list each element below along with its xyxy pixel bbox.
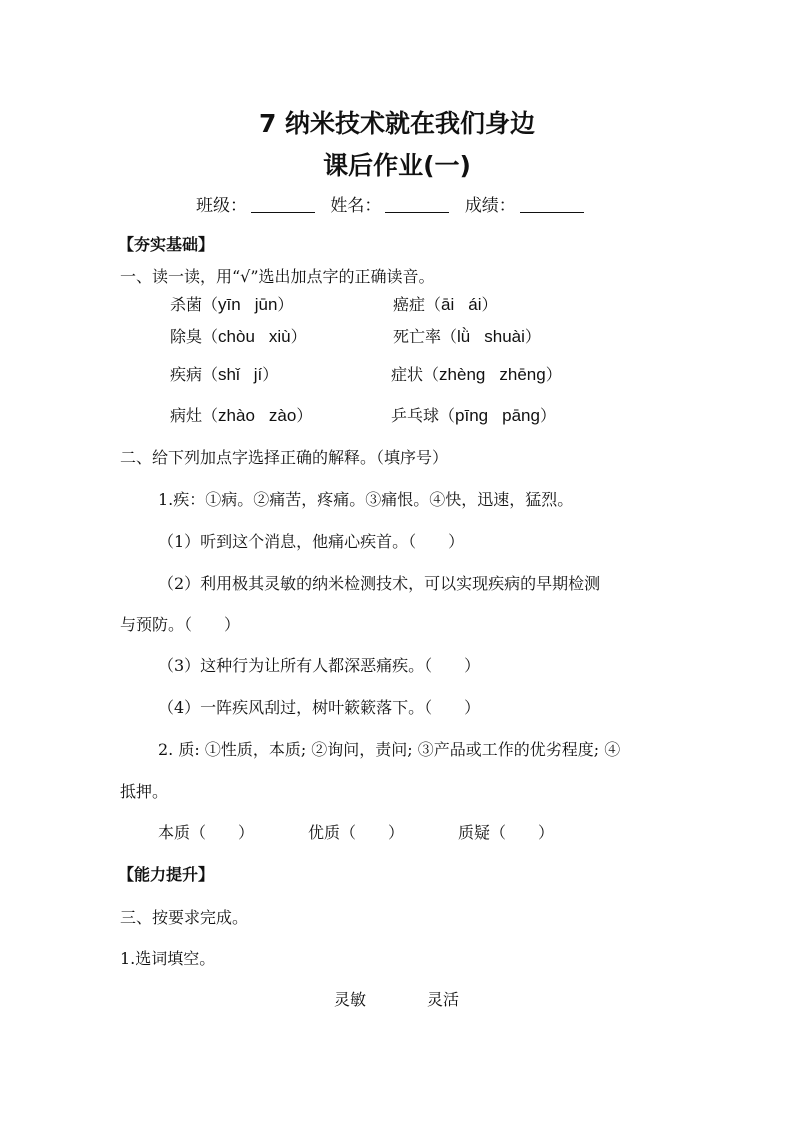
pinyin-option[interactable]: zhèng [439, 365, 486, 384]
section-heading-ability: 【能力提升】 [118, 865, 215, 884]
item-word-group: 除臭（chòu xiù） [170, 327, 307, 346]
sentence-4[interactable]: （4）一阵疾风刮过，树叶簌簌落下。（ ） [158, 698, 481, 717]
item-word-group: 癌症（āi ái） [393, 295, 498, 314]
pinyin-option[interactable]: zhào [218, 406, 255, 425]
sentence-3[interactable]: （3）这种行为让所有人都深恶痛疾。（ ） [158, 656, 481, 675]
pinyin-option[interactable]: ái [468, 295, 482, 314]
item-word: 疾病 [170, 365, 203, 384]
sentence-2-line1: （2）利用极其灵敏的纳米检测技术，可以实现疾病的早期检测 [158, 574, 601, 593]
pinyin-option[interactable]: lǜ [457, 327, 471, 346]
pinyin-option[interactable]: āi [441, 295, 455, 314]
item-word: 乒乓球 [391, 406, 440, 425]
question-3-title: 三、按要求完成。 [120, 908, 249, 927]
item-word-group: 病灶（zhào zào） [170, 406, 313, 425]
section-heading-basics: 【夯实基础】 [118, 235, 215, 254]
definition-zhi-line1: 2. 质: ①性质，本质; ②询问，责问; ③产品或工作的优劣程度; ④ [158, 740, 621, 759]
question-1-title: 一、读一读，用“√”选出加点字的正确读音。 [120, 267, 435, 286]
item-word-group: 疾病（shǐ jí） [170, 365, 279, 384]
name-label: 姓名： [330, 196, 382, 216]
class-label: 班级： [196, 196, 247, 216]
pinyin-option[interactable]: shǐ [218, 365, 240, 384]
item-word: 除臭 [170, 327, 203, 346]
pinyin-option[interactable]: yīn [218, 295, 241, 314]
choice-lingmin: 灵敏 [334, 990, 367, 1009]
item-word: 杀菌 [170, 295, 203, 314]
item-word: 死亡率 [393, 327, 442, 346]
pinyin-option[interactable]: xiù [268, 327, 291, 346]
class-blank[interactable] [251, 196, 315, 213]
pinyin-option[interactable]: jūn [254, 295, 278, 314]
item-word: 癌症 [393, 295, 426, 314]
word-benzhi[interactable]: 本质（ ） [158, 823, 255, 842]
item-word: 病灶 [170, 406, 203, 425]
pinyin-option[interactable]: pīng [455, 406, 489, 425]
pinyin-option[interactable]: jí [253, 365, 263, 384]
pinyin-option[interactable]: pāng [502, 406, 540, 425]
page-subtitle: 课后作业(一) [323, 151, 471, 180]
pinyin-option[interactable]: zhēng [499, 365, 546, 384]
name-blank[interactable] [385, 196, 449, 213]
pinyin-option[interactable]: zào [268, 406, 297, 425]
item-word-group: 乒乓球（pīng pāng） [391, 406, 556, 425]
item-word-group: 症状（zhèng zhēng） [391, 365, 562, 384]
word-youzhi[interactable]: 优质（ ） [308, 823, 405, 842]
score-blank[interactable] [520, 196, 584, 213]
page-title: 7 纳米技术就在我们身边 [258, 109, 536, 138]
item-word: 症状 [391, 365, 424, 384]
definition-ji: 1.疾：①病。②痛苦，疼痛。③痛恨。④快，迅速，猛烈。 [158, 490, 574, 509]
item-word-group: 杀菌（yīn jūn） [170, 295, 294, 314]
score-label: 成绩： [464, 196, 516, 216]
word-zhiyi[interactable]: 质疑（ ） [458, 823, 555, 842]
pinyin-option[interactable]: chòu [218, 327, 255, 346]
sentence-2-line2[interactable]: 与预防。（ ） [120, 615, 241, 634]
student-info-line [196, 191, 594, 216]
item-word-group: 死亡率（lǜ shuài） [393, 327, 541, 346]
pinyin-option[interactable]: shuài [484, 327, 525, 346]
sentence-1[interactable]: （1）听到这个消息，他痛心疾首。（ ） [158, 532, 465, 551]
definition-zhi-line2: 抵押。 [120, 782, 169, 801]
question-2-title: 二、给下列加点字选择正确的解释。（填序号） [120, 448, 449, 467]
choice-linghuo: 灵活 [427, 990, 460, 1009]
question-3-1: 1.选词填空。 [120, 949, 216, 968]
